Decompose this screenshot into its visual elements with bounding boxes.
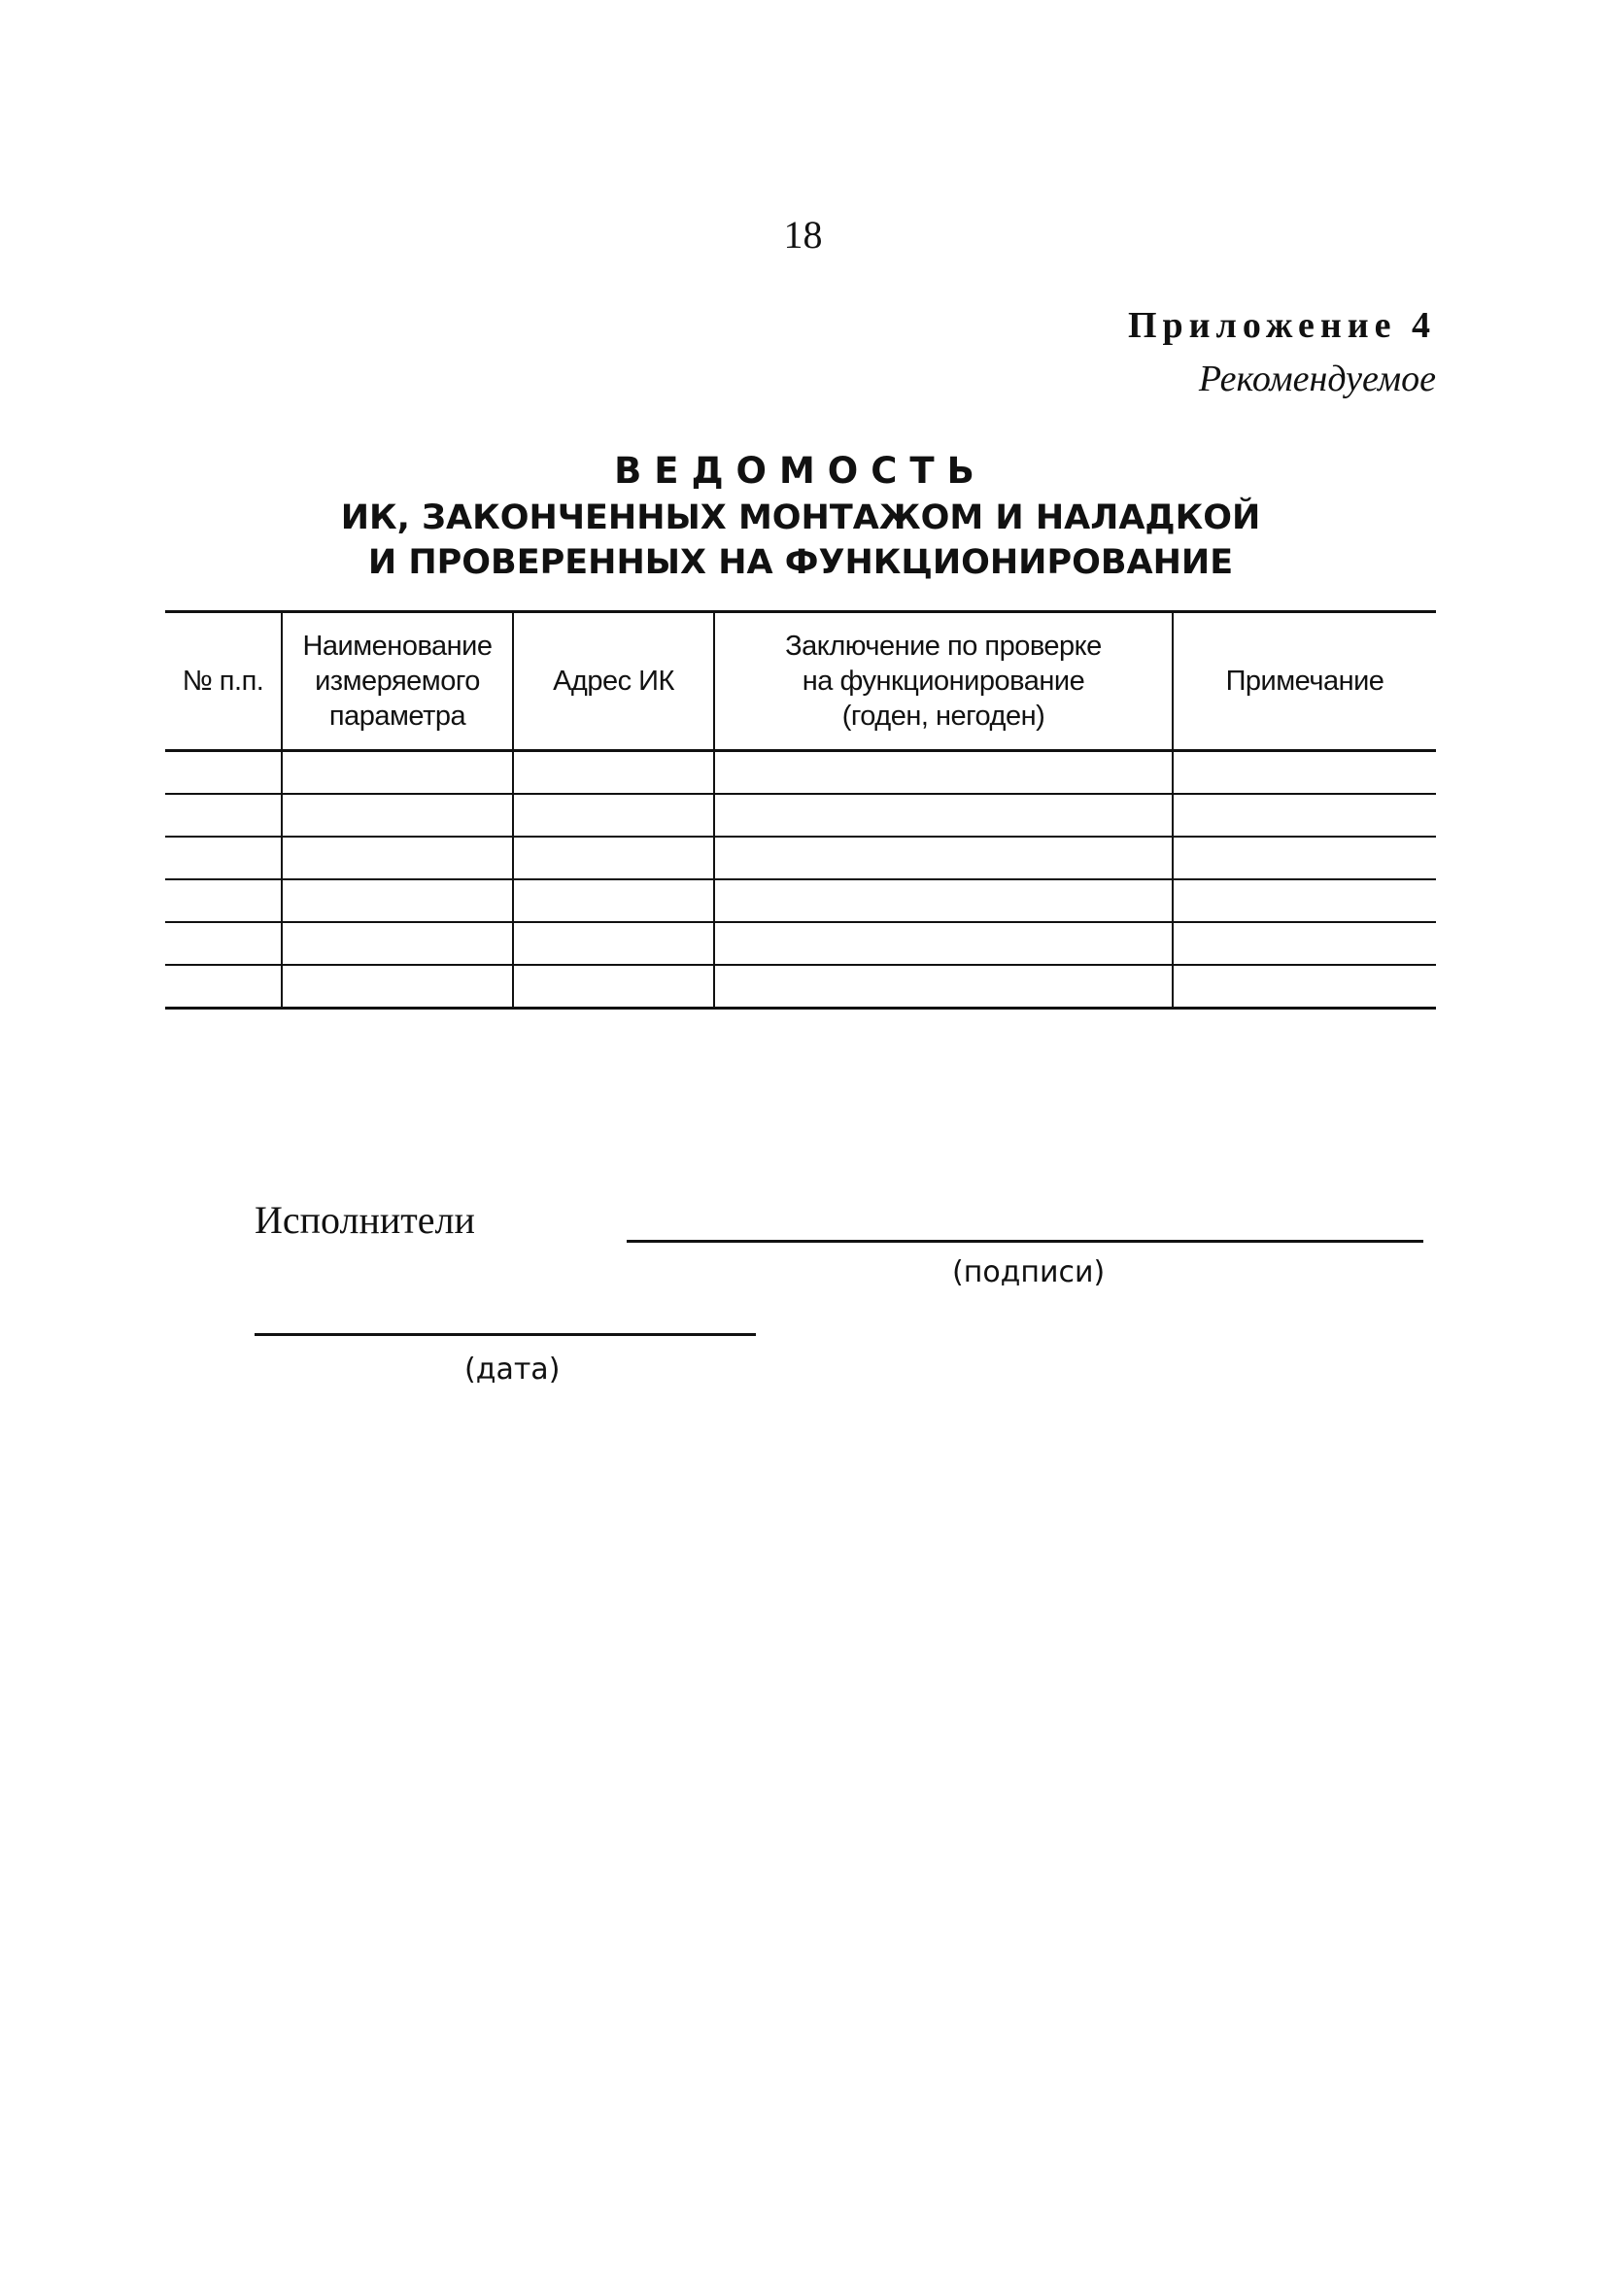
executors-label: Исполнители [255, 1198, 475, 1242]
table-row [165, 794, 1436, 837]
header-text-line: (годен, негоден) [841, 701, 1045, 732]
table-cell[interactable] [165, 794, 282, 837]
table-cell[interactable] [165, 922, 282, 965]
table-cell[interactable] [714, 879, 1173, 922]
header-text-line: Наименование [302, 631, 493, 662]
appendix-status: Рекомендуемое [1198, 359, 1436, 399]
table-row [165, 965, 1436, 1009]
table-cell[interactable] [1173, 751, 1436, 795]
appendix-label: Приложение 4 [1127, 305, 1436, 346]
header-text-line: № п.п. [182, 666, 264, 697]
page-number: 18 [783, 213, 823, 257]
document-title [165, 447, 1436, 585]
statement-table [165, 610, 1436, 1010]
table-cell[interactable] [165, 879, 282, 922]
header-text-line: на функционирование [802, 666, 1085, 697]
header-text-line: параметра [328, 701, 466, 732]
table-cell[interactable] [513, 965, 714, 1009]
header-text-line: Заключение по проверке [785, 631, 1102, 662]
date-line[interactable] [255, 1333, 756, 1336]
table-cell[interactable] [513, 879, 714, 922]
table-row [165, 879, 1436, 922]
table-cell[interactable] [714, 751, 1173, 795]
table-cell[interactable] [282, 965, 513, 1009]
date-caption: (дата) [464, 1353, 561, 1387]
header-parameter-name [282, 612, 513, 751]
header-note [1173, 612, 1436, 751]
table-cell[interactable] [282, 922, 513, 965]
table-cell[interactable] [282, 837, 513, 879]
table-cell[interactable] [714, 794, 1173, 837]
header-text-line: Примечание [1225, 666, 1384, 697]
table-cell[interactable] [513, 794, 714, 837]
table-cell[interactable] [282, 751, 513, 795]
table-cell[interactable] [282, 794, 513, 837]
title-line-2: И ПРОВЕРЕННЫХ НА ФУНКЦИОНИРОВАНИЕ [367, 543, 1234, 582]
table-cell[interactable] [714, 965, 1173, 1009]
table-header-row [165, 612, 1436, 751]
header-text-line: Адрес ИК [553, 666, 674, 697]
table-cell[interactable] [513, 837, 714, 879]
signature-line[interactable] [627, 1240, 1423, 1243]
table-cell[interactable] [513, 922, 714, 965]
title-line-1: ИК, ЗАКОНЧЕННЫХ МОНТАЖОМ И НАЛАДКОЙ [340, 498, 1261, 537]
table-cell[interactable] [1173, 922, 1436, 965]
table-cell[interactable] [1173, 879, 1436, 922]
table-cell[interactable] [513, 751, 714, 795]
title-main: ВЕДОМОСТЬ [614, 450, 987, 492]
table-row [165, 751, 1436, 795]
table-cell[interactable] [714, 837, 1173, 879]
table-cell[interactable] [1173, 837, 1436, 879]
table-cell[interactable] [165, 837, 282, 879]
header-number [165, 612, 282, 751]
signature-caption: (подписи) [952, 1255, 1106, 1289]
table-cell[interactable] [1173, 794, 1436, 837]
header-conclusion [714, 612, 1173, 751]
header-ik-address [513, 612, 714, 751]
table-cell[interactable] [165, 751, 282, 795]
table-cell[interactable] [714, 922, 1173, 965]
table-cell[interactable] [165, 965, 282, 1009]
table-row [165, 837, 1436, 879]
table-row [165, 922, 1436, 965]
table-cell[interactable] [1173, 965, 1436, 1009]
header-text-line: измеряемого [315, 666, 480, 697]
table-cell[interactable] [282, 879, 513, 922]
